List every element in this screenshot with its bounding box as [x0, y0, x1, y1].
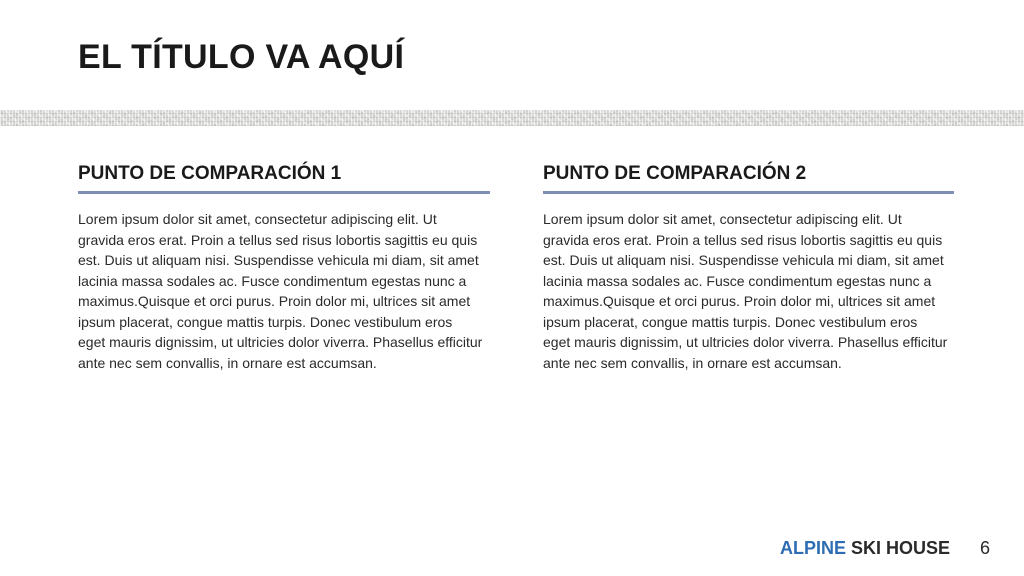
column-2-divider — [543, 191, 954, 194]
decorative-texture-band — [0, 110, 1024, 126]
brand-accent-word: ALPINE — [779, 538, 846, 558]
comparison-column-2 — [543, 160, 954, 373]
page-number: 6 — [979, 538, 990, 558]
column-2-heading: PUNTO DE COMPARACIÓN 2 — [543, 163, 807, 184]
column-2-body-text: Lorem ipsum dolor sit amet, consectetur adipiscing elit. Ut gravida eros erat. Proin a tellus sed risus lobortis sagittis eu quis est. Duis ut aliquam nisi. Suspendisse vehicula mi diam, sit amet lacinia massa sodales ac. Fusce condimentum egestas nunc a maximus.Quisque et orci purus. Proin dolor mi, ultrices sit amet ipsum placerat, congue mattis turpis. Donec vestibulum eros eget mauris dignissim, ut ultricies dolor viverra. Phasellus efficitur ante nec sem convallis, in ornare est accumsan. — [543, 211, 948, 371]
column-1-heading: PUNTO DE COMPARACIÓN 1 — [78, 163, 342, 184]
column-1-divider — [78, 191, 490, 194]
slide-title: EL TÍTULO VA AQUÍ — [78, 38, 405, 76]
brand-rest-words: SKI HOUSE — [850, 538, 950, 558]
footer-brand — [780, 538, 950, 559]
comparison-column-1 — [78, 160, 490, 373]
column-1-body-text: Lorem ipsum dolor sit amet, consectetur adipiscing elit. Ut gravida eros erat. Proin a tellus sed risus lobortis sagittis eu quis est. Duis ut aliquam nisi. Suspendisse vehicula mi diam, sit amet lacinia massa sodales ac. Fusce condimentum egestas nunc a maximus.Quisque et orci purus. Proin dolor mi, ultrices sit amet ipsum placerat, congue mattis turpis. Donec vestibulum eros eget mauris dignissim, ut ultricies dolor viverra. Phasellus efficitur ante nec sem convallis, in ornare est accumsan. — [78, 211, 483, 371]
